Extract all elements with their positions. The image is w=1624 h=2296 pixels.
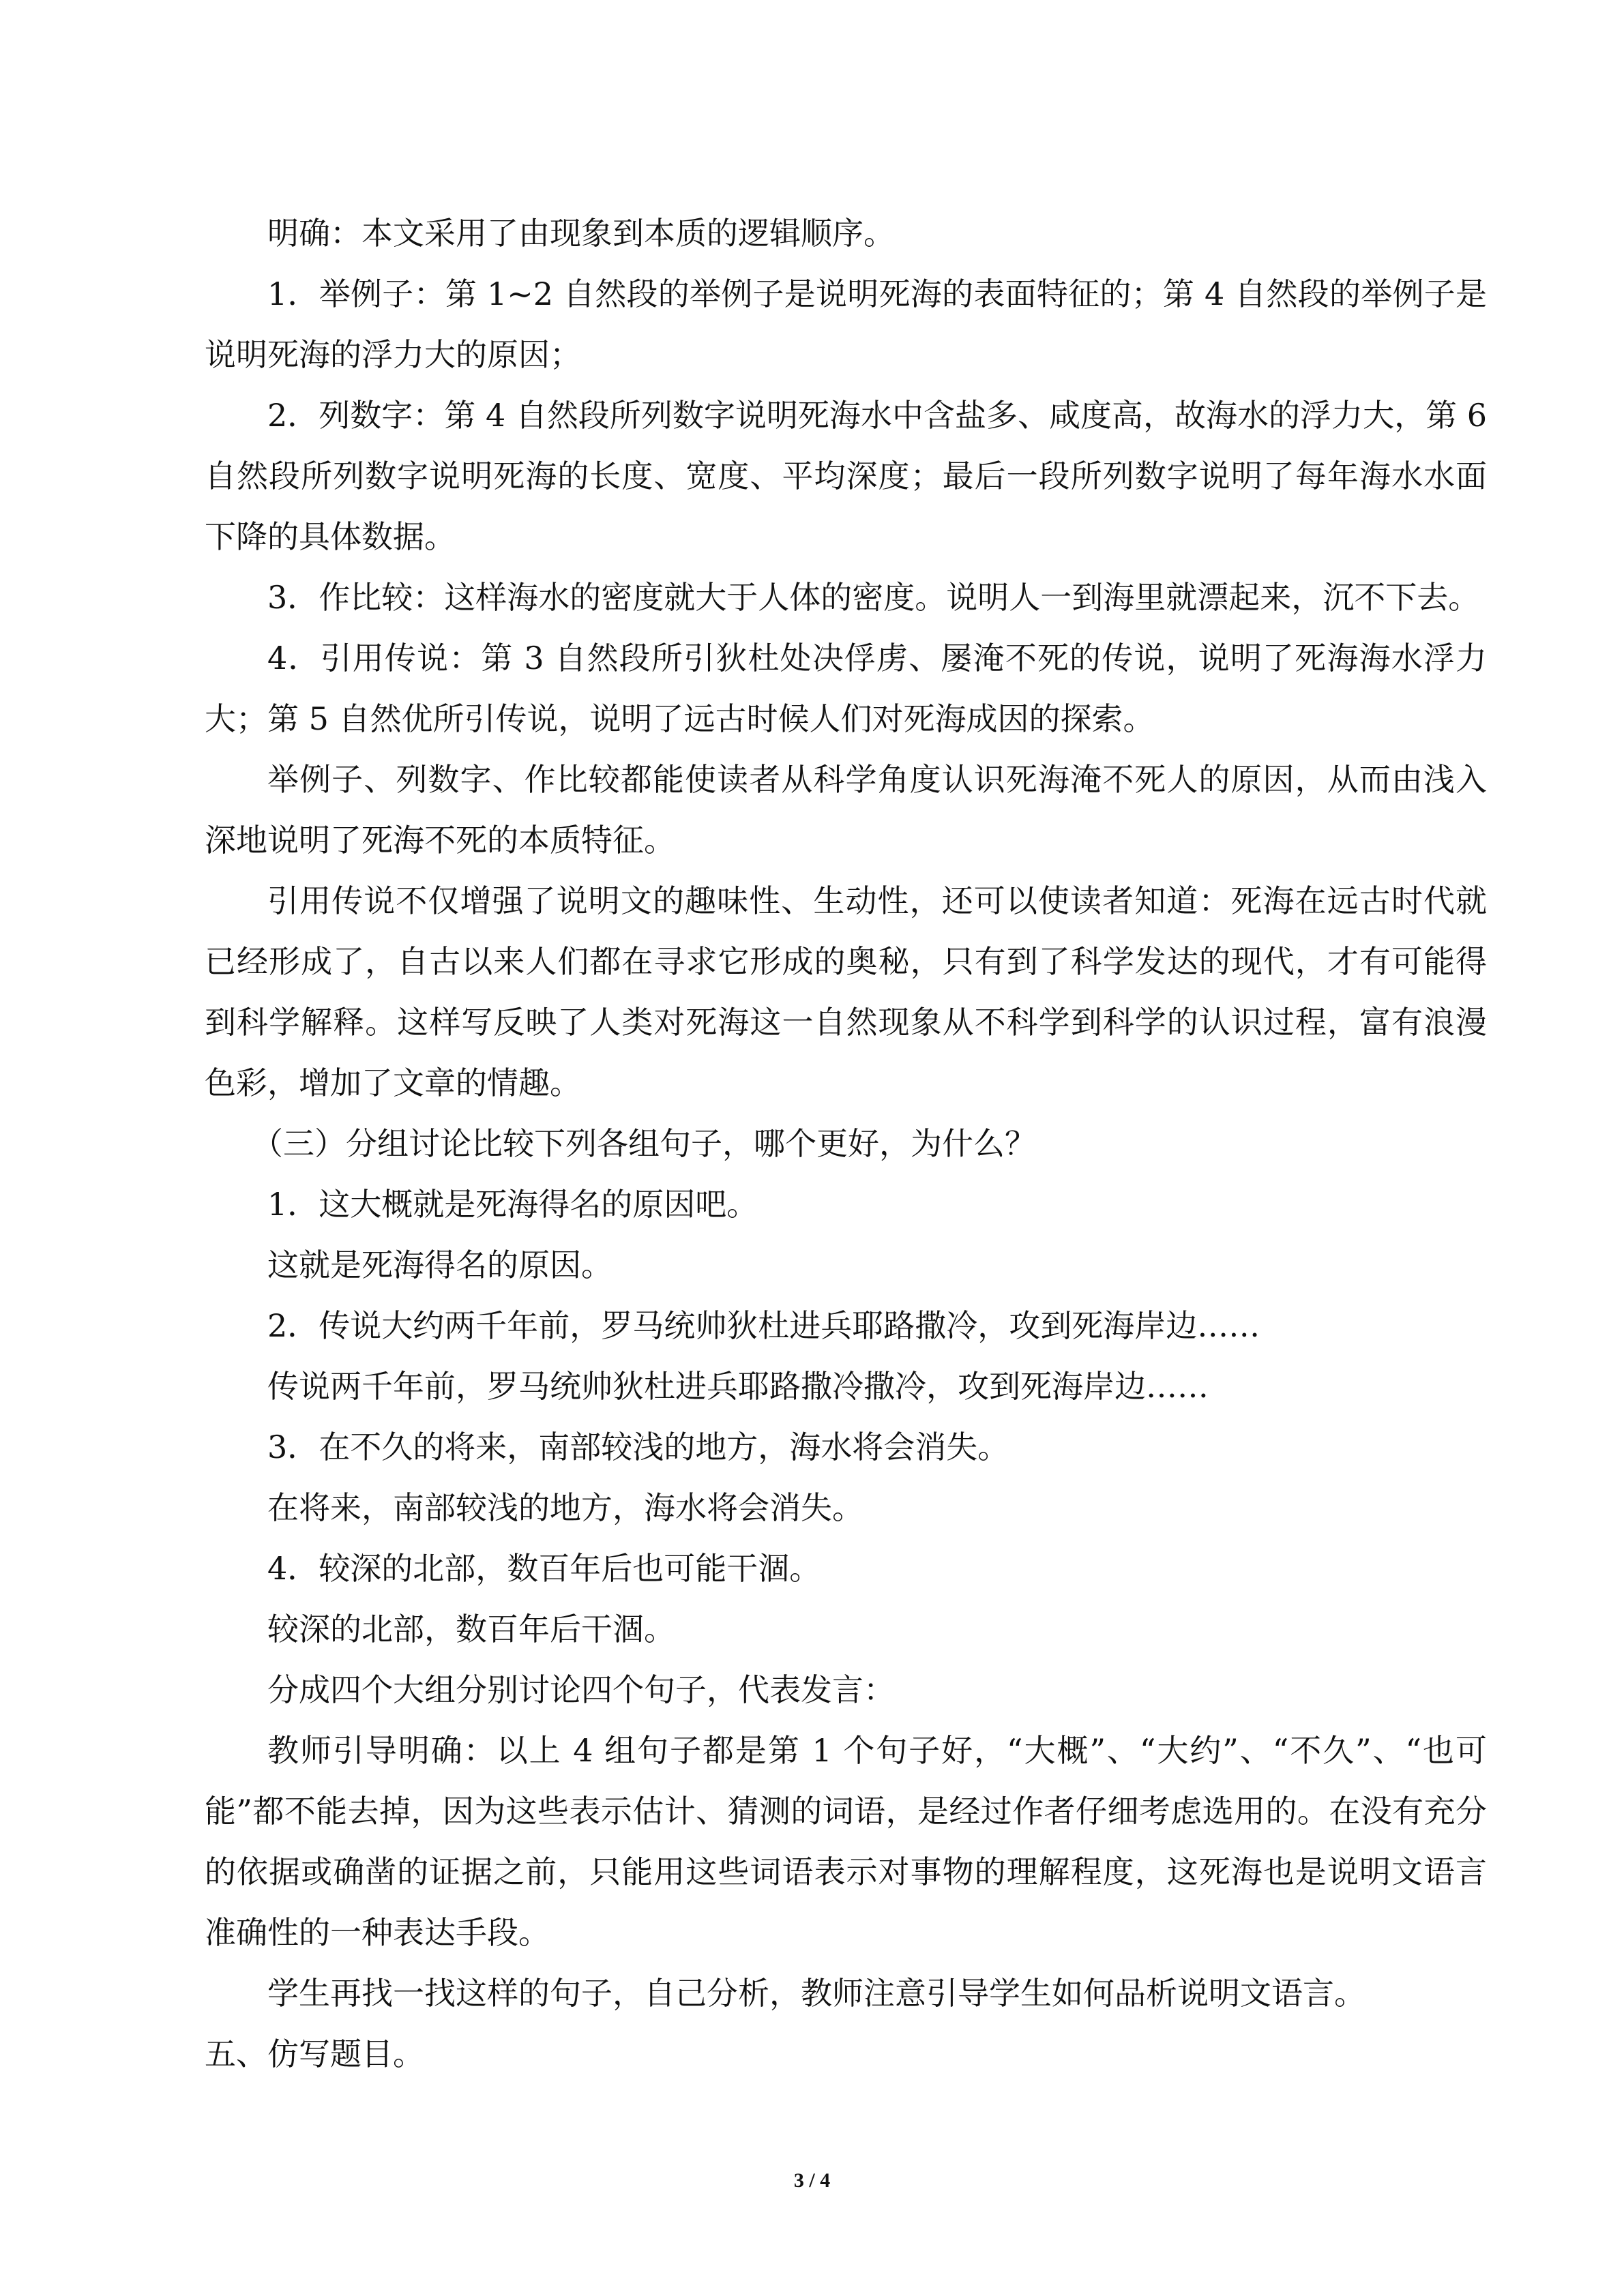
sentence-pair-2b: 传说两千年前，罗马统帅狄杜进兵耶路撒冷撒冷，攻到死海岸边…… — [267, 1368, 1209, 1405]
document-body — [205, 203, 1487, 2085]
sentence-pair-4a: 4．较深的北部，数百年后也可能干涸。 — [267, 1550, 821, 1587]
sentence-pair-1b: 这就是死海得名的原因。 — [267, 1247, 612, 1283]
section-heading-imitation: 五、仿写题目。 — [205, 2036, 424, 2072]
sentence-pair-4b: 较深的北部，数百年后干涸。 — [267, 1611, 675, 1648]
paragraph-group-discussion: 分成四个大组分别讨论四个句子，代表发言： — [267, 1671, 895, 1708]
sentence-pair-2a: 2．传说大约两千年前，罗马统帅狄杜进兵耶路撒冷，攻到死海岸边…… — [267, 1307, 1260, 1344]
paragraph-comparison: 3．作比较：这样海水的密度就大于人体的密度。说明人一到海里就漂起来，沉不下去。 — [267, 579, 1480, 616]
sentence-pair-3b: 在将来，南部较浅的地方，海水将会消失。 — [267, 1489, 863, 1526]
paragraph-summary: 举例子、列数字、作比较都能使读者从科学角度认识死海淹不死人的原因，从而由浅入深地说明了死海不死的本质特征。 — [205, 761, 1487, 859]
paragraph-numbers: 2．列数字：第 4 自然段所列数字说明死海水中含盐多、咸度高，故海水的浮力大，第 6 自然段所列数字说明死海的长度、宽度、平均深度；最后一段所列数字说明了每年海水水面下降的具体数据。 — [205, 397, 1487, 555]
paragraph-legend: 4．引用传说：第 3 自然段所引狄杜处决俘虏、屡淹不死的传说，说明了死海海水浮力大；第 5 自然优所引传说，说明了远古时候人们对死海成因的探索。 — [205, 640, 1487, 737]
sentence-pair-3a: 3．在不久的将来，南部较浅的地方，海水将会消失。 — [267, 1429, 1009, 1465]
paragraph-student-practice: 学生再找一找这样的句子，自己分析，教师注意引导学生如何品析说明文语言。 — [267, 1975, 1365, 2012]
paragraph-legend-effect: 引用传说不仅增强了说明文的趣味性、生动性，还可以使读者知道：死海在远古时代就已经形成了，自古以来人们都在寻求它形成的奥秘，只有到了科学发达的现代，才有可能得到科学解释。这样写反映了人类对死海这一自然现象从不科学到科学的认识过程，富有浪漫色彩，增加了文章的情趣。 — [205, 882, 1487, 1101]
paragraph-clarification: 明确：本文采用了由现象到本质的逻辑顺序。 — [267, 215, 895, 252]
sentence-pair-1a: 1．这大概就是死海得名的原因吧。 — [267, 1186, 758, 1223]
paragraph-example: 1．举例子：第 1~2 自然段的举例子是说明死海的表面特征的；第 4 自然段的举例子是说明死海的浮力大的原因； — [205, 275, 1487, 373]
section-heading-discussion: （三）分组讨论比较下列各组句子，哪个更好，为什么？ — [252, 1125, 1036, 1162]
page-number: 3 / 4 — [793, 2169, 831, 2192]
paragraph-teacher-guidance: 教师引导明确：以上 4 组句子都是第 1 个句子好，“大概”、“大约”、“不久”、“也可能”都不能去掉，因为这些表示估计、猜测的词语，是经过作者仔细考虑选用的。在没有充分的依据或确凿的证据之前，只能用这些词语表示对事物的理解程度，这死海也是说明文语言准确性的一种表达手段。 — [205, 1732, 1487, 1951]
